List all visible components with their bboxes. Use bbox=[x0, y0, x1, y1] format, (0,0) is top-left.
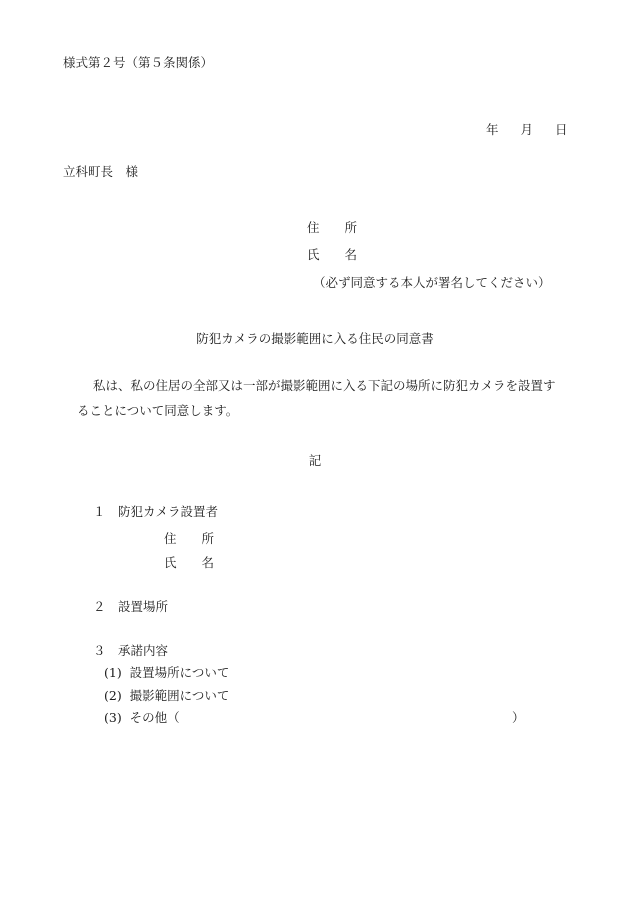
signature-note: （必ず同意する本人が署名してください） bbox=[313, 275, 551, 290]
item-1-name-label: 氏 名 bbox=[164, 555, 215, 570]
date-line bbox=[478, 111, 568, 136]
date-year-label: 年 bbox=[485, 121, 499, 137]
form-number: 様式第２号（第５条関係） bbox=[63, 55, 214, 70]
ki-heading: 記 bbox=[308, 453, 322, 468]
item-3-sub-3-close-paren: ） bbox=[512, 710, 525, 725]
applicant-address-label: 住 所 bbox=[307, 220, 358, 235]
date-month-label: 月 bbox=[520, 121, 533, 137]
addressee: 立科町長 様 bbox=[63, 164, 139, 179]
body-text-line-2: ることについて同意します。 bbox=[77, 403, 239, 418]
item-3-sub-3: (3) その他（ bbox=[104, 710, 180, 725]
item-3-sub-1: (1) 設置場所について bbox=[104, 665, 230, 680]
date-day-label: 日 bbox=[554, 121, 568, 137]
item-3-sub-2: (2) 撮影範囲について bbox=[104, 688, 230, 703]
applicant-name-label: 氏 名 bbox=[307, 247, 358, 262]
item-1-title: １ 防犯カメラ設置者 bbox=[93, 504, 219, 519]
document-title: 防犯カメラの撮影範囲に入る住民の同意書 bbox=[196, 331, 434, 346]
item-3-title: ３ 承諾内容 bbox=[93, 643, 169, 658]
item-1-address-label: 住 所 bbox=[164, 531, 215, 546]
item-2-title: ２ 設置場所 bbox=[93, 599, 169, 614]
body-text-line-1: 私は、私の住居の全部又は一部が撮影範囲に入る下記の場所に防犯カメラを設置す bbox=[93, 378, 556, 393]
